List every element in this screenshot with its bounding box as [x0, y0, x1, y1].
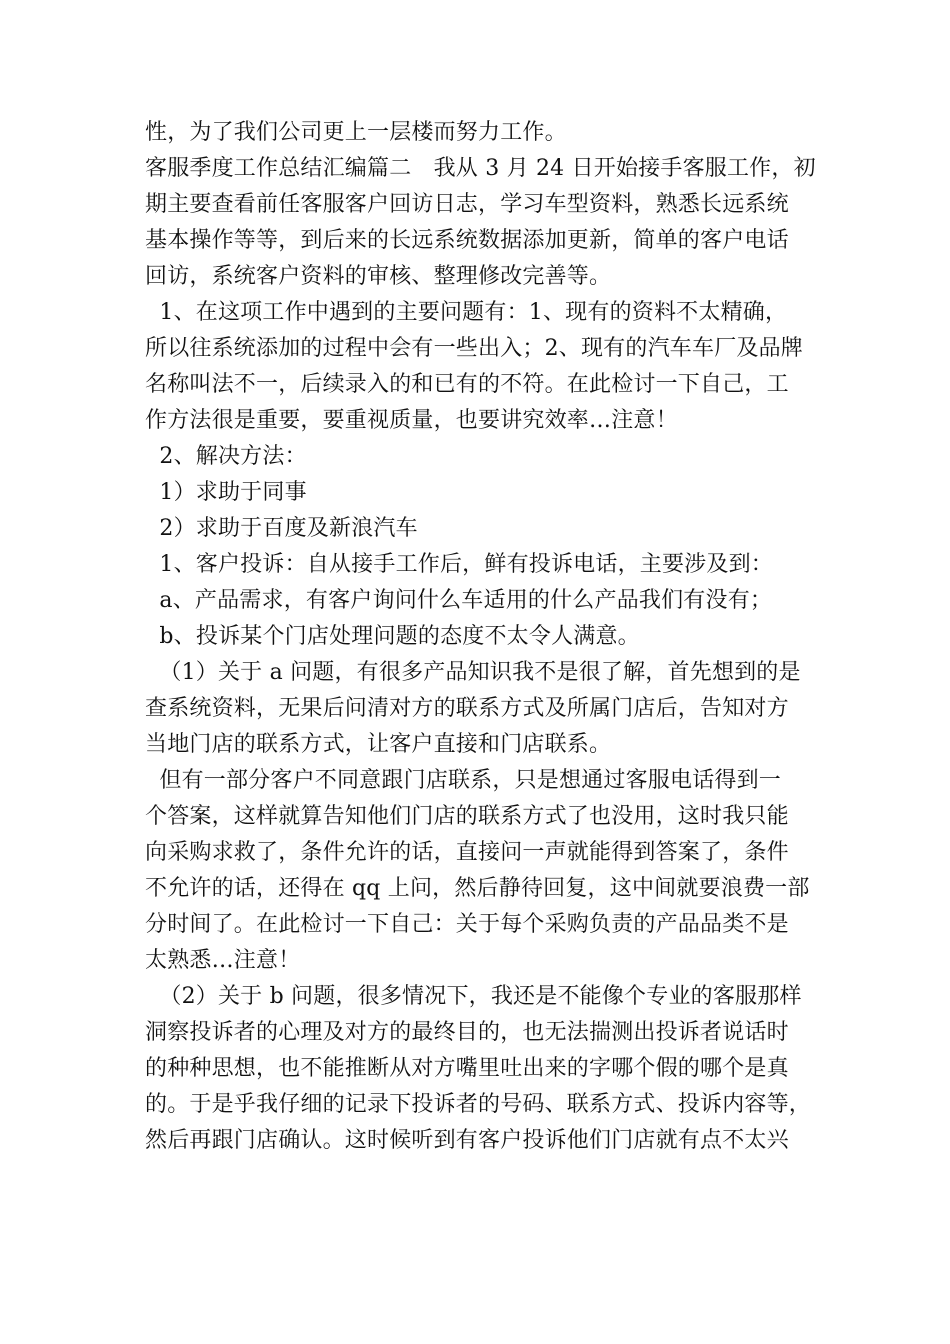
text-line: 但有一部分客户不同意跟门店联系，只是想通过客服电话得到一 — [145, 768, 781, 793]
body-text — [145, 115, 816, 1159]
text-line: 2、解决方法： — [145, 444, 307, 469]
text-line: 的。于是乎我仔细的记录下投诉者的号码、联系方式、投诉内容等， — [145, 1092, 812, 1117]
text-line: 所以往系统添加的过程中会有一些出入；2、现有的汽车车厂及品牌 — [145, 336, 803, 361]
text-line: 1、在这项工作中遇到的主要问题有：1、现有的资料不太精确， — [145, 300, 788, 325]
text-line: 作方法很是重要，要重视质量，也要讲究效率…注意！ — [145, 408, 678, 433]
text-line: b、投诉某个门店处理问题的态度不太令人满意。 — [145, 624, 640, 649]
text-line: 2）求助于百度及新浪汽车 — [145, 516, 418, 541]
text-line: 当地门店的联系方式，让客户直接和门店联系。 — [145, 732, 612, 757]
text-line: 1）求助于同事 — [145, 480, 307, 505]
text-line: 基本操作等等，到后来的长远系统数据添加更新，简单的客户电话 — [145, 228, 789, 253]
text-line: 客服季度工作总结汇编篇二 我从 3 月 24 日开始接手客服工作，初 — [145, 156, 816, 181]
text-line: （1）关于 a 问题，有很多产品知识我不是很了解，首先想到的是 — [145, 660, 801, 685]
text-line: 不允许的话，还得在 qq 上问，然后静待回复，这中间就要浪费一部 — [145, 876, 810, 901]
text-line: 个答案，这样就算告知他们门店的联系方式了也没用，这时我只能 — [145, 804, 789, 829]
text-line: 1、客户投诉：自从接手工作后，鲜有投诉电话，主要涉及到： — [145, 552, 773, 577]
text-line: 向采购求救了，条件允许的话，直接问一声就能得到答案了，条件 — [145, 840, 789, 865]
text-line: 回访，系统客户资料的审核、整理修改完善等。 — [145, 264, 612, 289]
text-line: 性，为了我们公司更上一层楼而努力工作。 — [145, 120, 567, 145]
text-line: 太熟悉…注意！ — [145, 948, 301, 973]
text-line: 的种种思想，也不能推断从对方嘴里吐出来的字哪个假的哪个是真 — [145, 1056, 789, 1081]
text-line: 然后再跟门店确认。这时候听到有客户投诉他们门店就有点不太兴 — [145, 1128, 789, 1153]
text-line: 分时间了。在此检讨一下自己：关于每个采购负责的产品品类不是 — [145, 912, 789, 937]
text-line: 查系统资料，无果后问清对方的联系方式及所属门店后，告知对方 — [145, 696, 789, 721]
text-line: （2）关于 b 问题，很多情况下，我还是不能像个专业的客服那样 — [145, 984, 802, 1009]
text-line: 名称叫法不一，后续录入的和已有的不符。在此检讨一下自己，工 — [145, 372, 789, 397]
text-line: 洞察投诉者的心理及对方的最终目的，也无法揣测出投诉者说话时 — [145, 1020, 789, 1045]
text-line: a、产品需求，有客户询问什么车适用的什么产品我们有没有； — [145, 588, 773, 613]
text-line: 期主要查看前任客服客户回访日志，学习车型资料，熟悉长远系统 — [145, 192, 789, 217]
